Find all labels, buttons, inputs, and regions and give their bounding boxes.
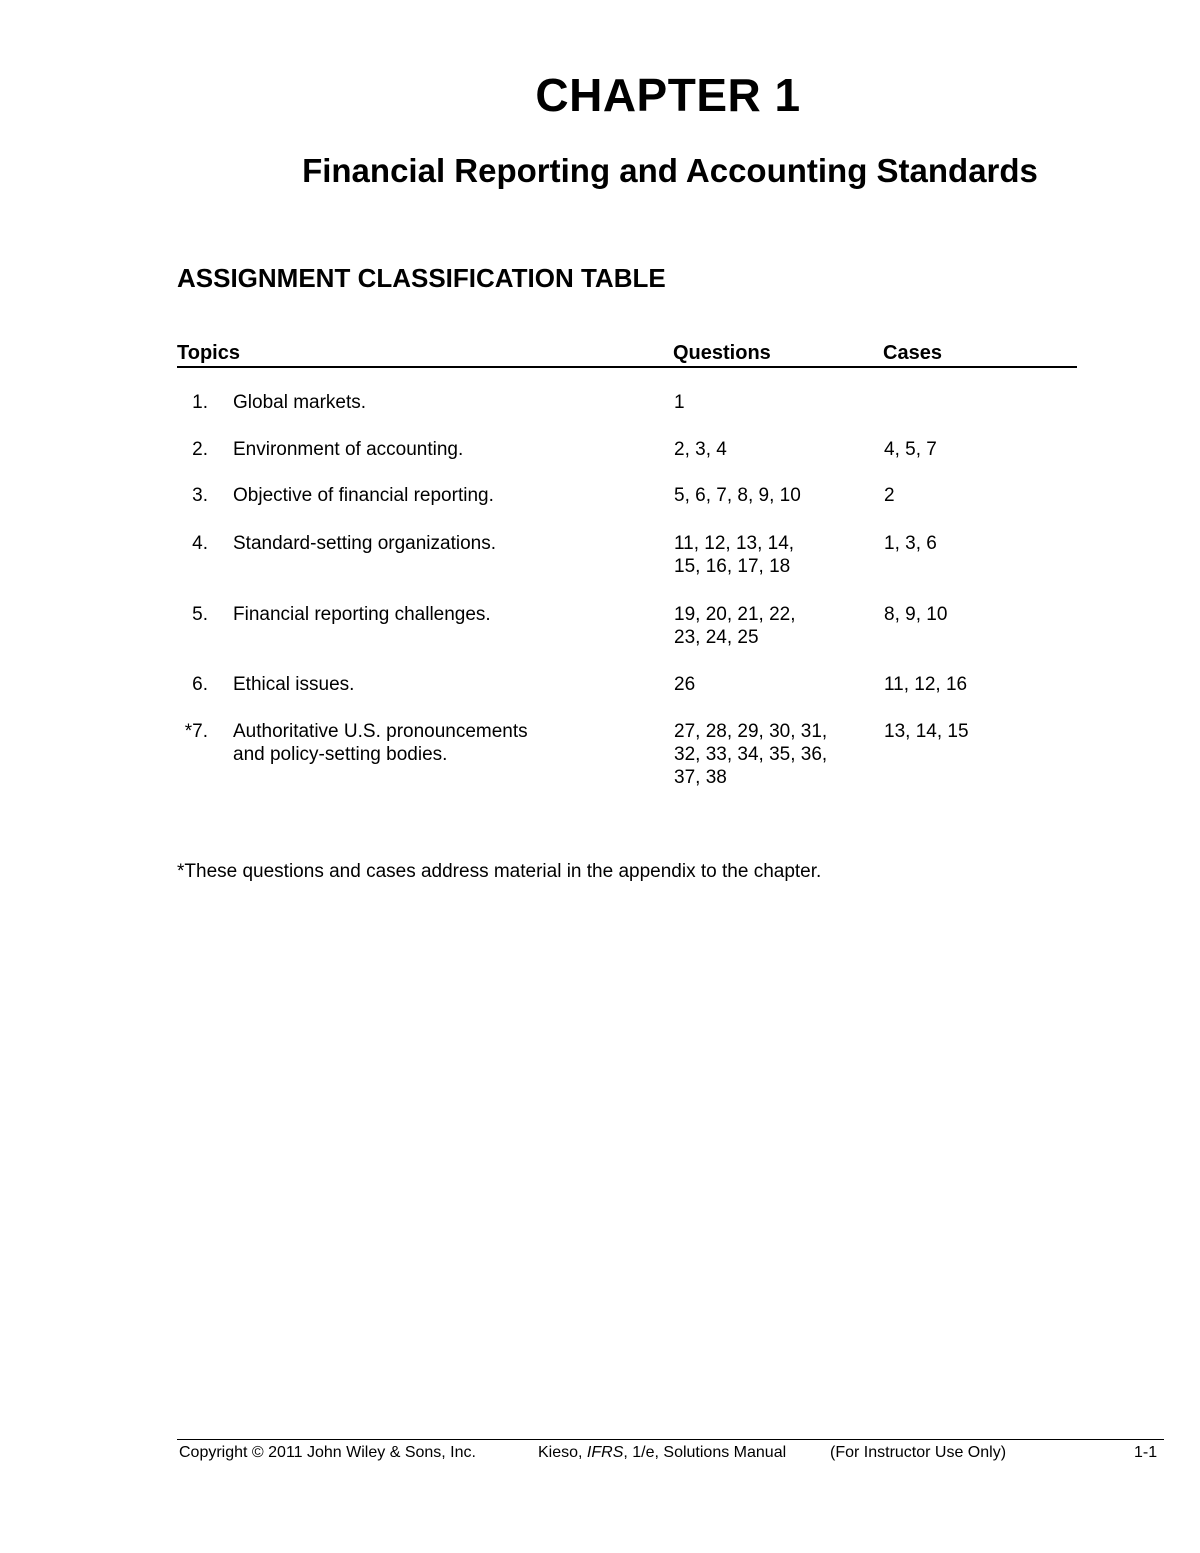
- footer-usage-note: (For Instructor Use Only): [830, 1444, 1007, 1461]
- row-number: 1.: [192, 392, 208, 413]
- questions-line: 15, 16, 17, 18: [674, 556, 791, 577]
- row-number: 4.: [192, 533, 208, 554]
- row-cases: 8, 9, 10: [884, 604, 948, 625]
- page-number: 1-1: [1134, 1444, 1158, 1461]
- chapter-subtitle: Financial Reporting and Accounting Standards: [302, 152, 1038, 189]
- row-cases: 13, 14, 15: [884, 721, 969, 742]
- footer-book-title: IFRS: [586, 1444, 624, 1461]
- row-number: 2.: [192, 439, 208, 460]
- row-number: 3.: [192, 485, 208, 506]
- questions-line: 32, 33, 34, 35, 36,: [674, 744, 828, 765]
- row-cases: 1, 3, 6: [884, 533, 937, 554]
- questions-line: 1: [674, 392, 685, 413]
- row-cases: 4, 5, 7: [884, 439, 937, 460]
- row-cases: 2: [884, 485, 895, 506]
- footer-book-edition: , 1/e, Solutions Manual: [623, 1444, 787, 1461]
- row-cases: 11, 12, 16: [884, 674, 968, 695]
- table-header: [177, 342, 1077, 368]
- topic-line: Standard-setting organizations.: [233, 533, 496, 554]
- row-topic: [233, 673, 653, 696]
- footnote: *These questions and cases address material in the appendix to the chapter.: [177, 861, 822, 882]
- row-questions: [674, 438, 874, 461]
- row-number: *7.: [184, 721, 208, 742]
- questions-line: 26: [674, 674, 696, 695]
- topic-line: Environment of accounting.: [233, 439, 464, 460]
- row-topic: [233, 603, 653, 626]
- questions-line: 5, 6, 7, 8, 9, 10: [674, 485, 801, 506]
- row-questions: [674, 673, 874, 696]
- questions-line: 11, 12, 13, 14,: [674, 533, 795, 554]
- row-topic: [233, 484, 653, 507]
- footer-copyright: Copyright © 2011 John Wiley & Sons, Inc.: [179, 1444, 476, 1461]
- row-topic: [233, 438, 653, 461]
- header-topics: Topics: [177, 342, 240, 364]
- questions-line: 27, 28, 29, 30, 31,: [674, 721, 828, 742]
- topic-line: Financial reporting challenges.: [233, 604, 491, 625]
- row-questions: [674, 603, 874, 649]
- header-questions: Questions: [673, 342, 771, 364]
- topic-line: and policy-setting bodies.: [233, 744, 448, 765]
- footer-book-info: [538, 1444, 786, 1462]
- section-heading: ASSIGNMENT CLASSIFICATION TABLE: [177, 263, 666, 293]
- chapter-title: CHAPTER 1: [535, 69, 801, 121]
- header-cases: Cases: [883, 342, 942, 364]
- row-number: 6.: [192, 674, 208, 695]
- questions-line: 23, 24, 25: [674, 627, 759, 648]
- row-topic: [233, 532, 653, 555]
- questions-line: 37, 38: [674, 767, 727, 788]
- row-questions: [674, 720, 874, 789]
- topic-line: Ethical issues.: [233, 674, 355, 695]
- row-number: 5.: [192, 604, 208, 625]
- topic-line: Authoritative U.S. pronouncements: [233, 721, 528, 742]
- row-questions: [674, 484, 874, 507]
- questions-line: 19, 20, 21, 22,: [674, 604, 796, 625]
- row-topic: [233, 391, 653, 414]
- footer-book-author: Kieso,: [538, 1444, 587, 1461]
- row-questions: [674, 391, 874, 414]
- topic-line: Global markets.: [233, 392, 367, 413]
- topic-line: Objective of financial reporting.: [233, 485, 494, 506]
- footer-divider: [177, 1439, 1164, 1440]
- row-questions: [674, 532, 874, 578]
- questions-line: 2, 3, 4: [674, 439, 727, 460]
- row-topic: [233, 720, 653, 766]
